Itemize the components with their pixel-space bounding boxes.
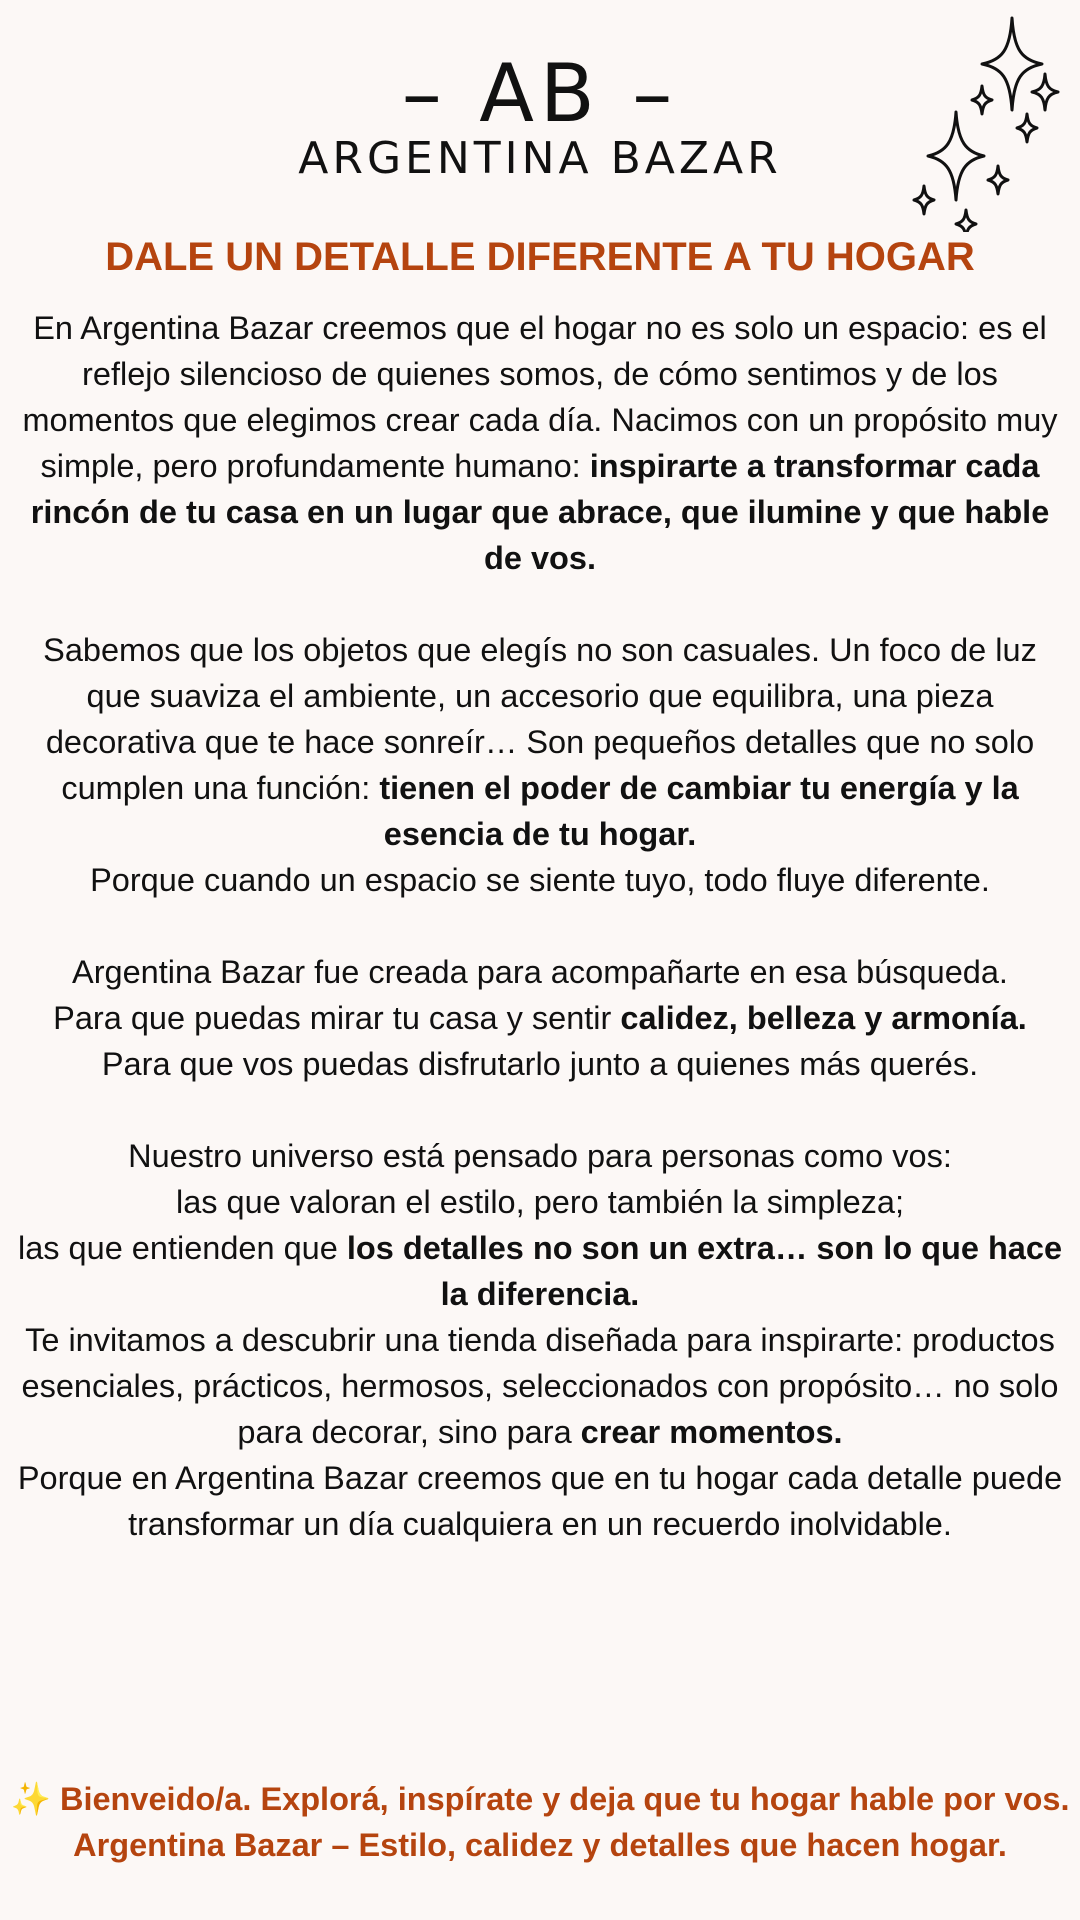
details-text: las que entienden que [17,1230,347,1266]
sparkles-icon [900,12,1070,232]
sparkles-emoji-icon: ✨ [10,1781,51,1817]
paragraph-memory: Porque en Argentina Bazar creemos que en tu hogar cada detalle puede transformar un día cualquiera en un recuerdo inolvidable. [17,1460,1063,1542]
warmth-text: Para que puedas mirar tu casa y sentir [53,1000,621,1036]
invite-text: Te invitamos a descubrir una tienda diseñada para inspirarte: productos esenciales, prácticos, hermosos, seleccionados con propósito… no solo para decorar, sino para [21,1322,1059,1450]
intro-highlight: inspirarte a transformar cada rincón de tu casa en un lugar que abrace, que ilumine y que hable de vos. [30,448,1050,576]
footer [0,1776,1080,1868]
spacer [14,581,1066,627]
paragraph-intro [14,305,1066,581]
paragraph-warmth [14,995,1066,1041]
intro-text: En Argentina Bazar creemos que el hogar no es solo un espacio: es el reflejo silencioso de quienes somos, de cómo sentimos y de los momentos que elegimos crear cada día. Nacimos con un propósito muy simple, pero profundamente humano: [22,310,1058,484]
objects-highlight: tienen el poder de cambiar tu energía y la esencia de tu hogar. [379,770,1019,852]
brand-mark: – AB – [401,47,679,140]
details-highlight: los detalles no son un extra… son lo que hace la diferencia. [346,1230,1063,1312]
spacer [14,903,1066,949]
brand-name: ARGENTINA BAZAR [298,133,782,184]
paragraph-invite [14,1317,1066,1455]
paragraph-universe: Nuestro universo está pensado para personas como vos: [128,1138,952,1174]
spacer [14,1087,1066,1133]
paragraph-objects [14,627,1066,857]
footer-welcome [0,1776,1080,1822]
paragraph-created: Argentina Bazar fue creada para acompañarte en esa búsqueda. [72,954,1008,990]
warmth-highlight: calidez, belleza y armonía. [620,1000,1027,1036]
about-text [14,305,1066,1547]
footer-tagline: Argentina Bazar – Estilo, calidez y detalles que hacen hogar. [73,1827,1007,1863]
paragraph-enjoy: Para que vos puedas disfrutarlo junto a quienes más querés. [101,1046,979,1082]
page-headline: DALE UN DETALLE DIFERENTE A TU HOGAR [105,235,975,279]
welcome-text: Bienveido/a. Explorá, inspírate y deja que tu hogar hable por vos. [50,1781,1070,1817]
paragraph-flow: Porque cuando un espacio se siente tuyo, todo fluye diferente. [90,862,990,898]
paragraph-details [14,1225,1066,1317]
invite-highlight: crear momentos. [580,1414,843,1450]
objects-text: Sabemos que los objetos que elegís no son casuales. Un foco de luz que suaviza el ambiente, un accesorio que equilibra, una pieza decorativa que te hace sonreír… Son pequeños detalles que no solo cumplen una función: [43,632,1037,806]
paragraph-style: las que valoran el estilo, pero también la simpleza; [175,1184,905,1220]
